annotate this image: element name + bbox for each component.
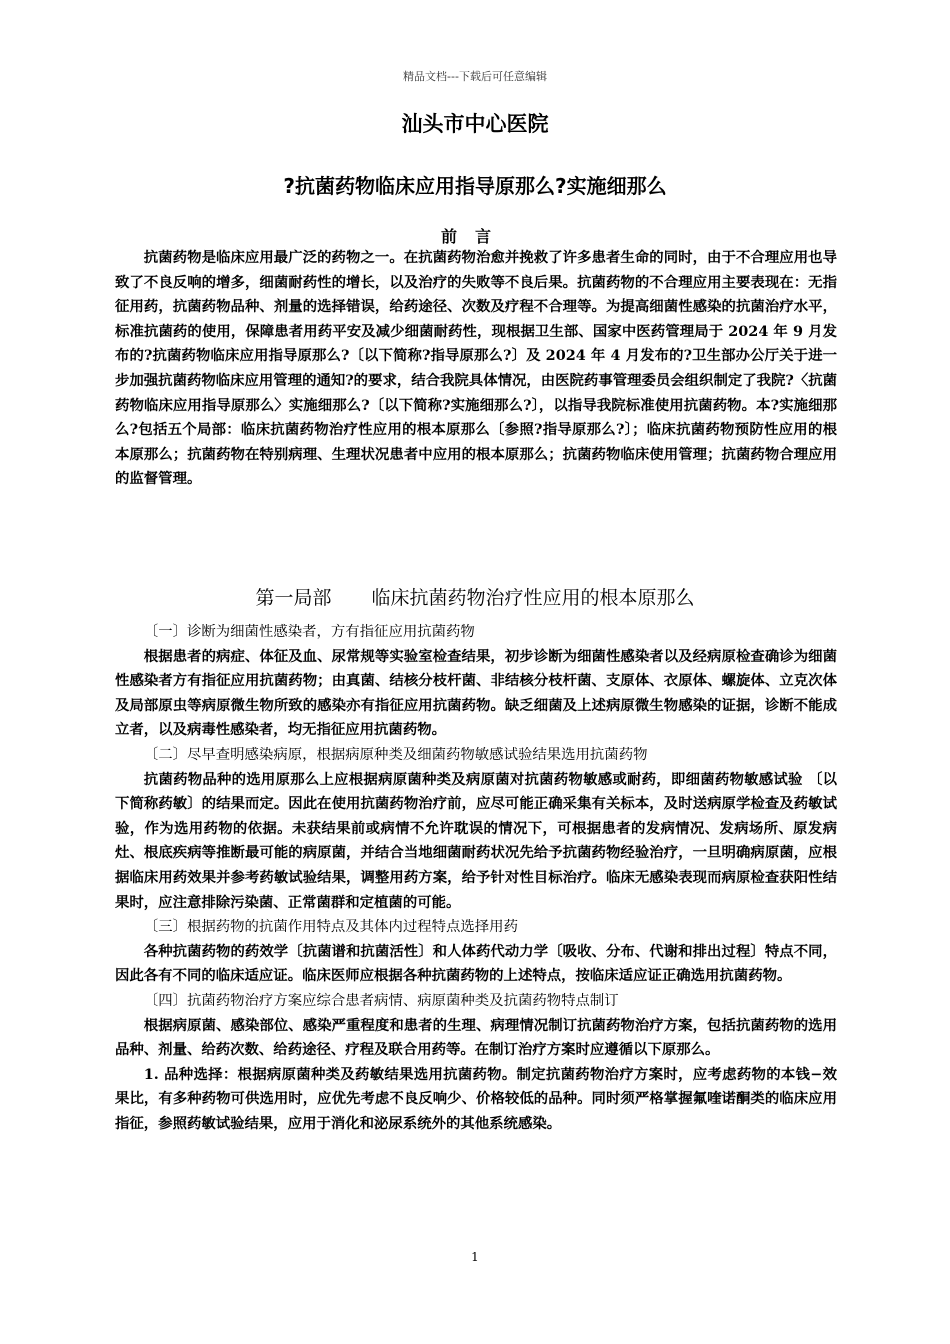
section-heading: 〔二〕尽早查明感染病原，根据病原种类及细菌药物敏感试验结果选用抗菌药物 [143, 746, 648, 763]
page-number: 1 [471, 1250, 479, 1264]
preface-body [115, 246, 837, 492]
part-one-title [0, 583, 950, 610]
section-text: 抗菌药物品种的选用原那么上应根据病原菌种类及病原菌对抗菌药物敏感或耐药，即细菌药物敏感试验 〔以下简称药敏〕的结果而定。因此在使用抗菌药物治疗前，应尽可能正确采集有关标本，及时送病原学检查及药敏试验，作为选用药物的依据。未获结果前或病情不允许耽误的情况下，可根据患者的发病情况、发病场所、原发病灶、根底疾病等推断最可能的病原菌，并结合当地细菌耐药状况先给予抗菌药物经验治疗，一旦明确病原菌，应根据临床用药效果并参考药敏试验结果，调整用药方案，给予针对性目标治疗。临床无感染表现而病原检查获阳性结果时，应注意排除污染菌、正常菌群和定植菌的可能。 [115, 770, 837, 911]
section-text: 各种抗菌药物的药效学〔抗菌谱和抗菌活性〕和人体药代动力学〔吸收、分布、代谢和排出过程〕特点不同，因此各有不同的临床适应证。临床医师应根据各种抗菌药物的上述特点，按临床适应证正确选用抗菌药物。 [115, 942, 837, 985]
section-heading: 〔四〕抗菌药物治疗方案应综合患者病情、病原菌种类及抗菌药物特点制订 [143, 992, 619, 1009]
hospital-name: 汕头市中心医院 [401, 112, 549, 136]
watermark-text: 精品文档---下载后可任意编辑 [403, 70, 547, 83]
preface-paragraph: 抗菌药物是临床应用最广泛的药物之一。在抗菌药物治愈并挽救了许多患者生命的同时，由于不合理应用也导致了不良反响的增多，细菌耐药性的增长，以及治疗的失败等不良后果。抗菌药物的不合理应用主要表现在：无指征用药，抗菌药物品种、剂量的选择错误，给药途径、次数及疗程不合理等。为提高细菌性感染的抗菌治疗水平，标准抗菌药的使用，保障患者用药平安及减少细菌耐药性，现根据卫生部、国家中医药管理局于 2024 年 9 月发布的?抗菌药物临床应用指导原那么?〔以下简称?指导原那么?〕及 2024 年 4 月发布的?卫生部办公厅关于进一步加强抗菌药物临床应用管理的通知?的要求，结合我院具体情况，由医院药事管理委员会组织制定了我院?〈抗菌药物临床应用指导原那么〉实施细那么?〔以下简称?实施细那么?〕，以指导我院标准使用抗菌药物。本?实施细那么?包括五个局部：临床抗菌药物治疗性应用的根本原那么〔参照?指导原那么?〕；临床抗菌药物预防性应用的根本原那么；抗菌药物在特别病理、生理状况患者中应用的根本原那么；抗菌药物临床使用管理；抗菌药物合理应用的监督管理。 [115, 249, 838, 488]
part-one-body [115, 620, 837, 1136]
document-title: ?抗菌药物临床应用指导原那么?实施细那么 [283, 174, 667, 198]
list-item-one: 1. 品种选择：根据病原菌种类及药敏结果选用抗菌药物。制定抗菌药物治疗方案时，应考虑药物的本钱−效果比，有多种药物可供选用时，应优先考虑不良反响少、价格较低的品种。同时须严格掌握氟喹诺酮类的临床应用指征，参照药敏试验结果，应用于消化和泌尿系统外的其他系统感染。 [115, 1065, 837, 1132]
section-heading: 〔三〕根据药物的抗菌作用特点及其体内过程特点选择用药 [143, 919, 518, 936]
part-one-name: 临床抗菌药物治疗性应用的根本原那么 [371, 587, 695, 609]
preface-heading: 前言 [440, 227, 509, 246]
part-one-label: 第一局部 [255, 587, 332, 609]
section-heading: 〔一〕诊断为细菌性感染者，方有指征应用抗菌药物 [143, 624, 475, 640]
section-text: 根据患者的病症、体征及血、尿常规等实验室检查结果，初步诊断为细菌性感染者以及经病原检查确诊为细菌性感染者方有指征应用抗菌药物；由真菌、结核分枝杆菌、非结核分枝杆菌、支原体、衣原体、螺旋体、立克次体及局部原虫等病原微生物所致的感染亦有指征应用抗菌药物。缺乏细菌及上述病原微生物感染的证据，诊断不能成立者，以及病毒性感染者，均无指征应用抗菌药物。 [115, 647, 837, 739]
section-text: 根据病原菌、感染部位、感染严重程度和患者的生理、病理情况制订抗菌药物治疗方案，包括抗菌药物的选用品种、剂量、给药次数、给药途径、疗程及联合用药等。在制订治疗方案时应遵循以下原那么。 [115, 1016, 837, 1059]
